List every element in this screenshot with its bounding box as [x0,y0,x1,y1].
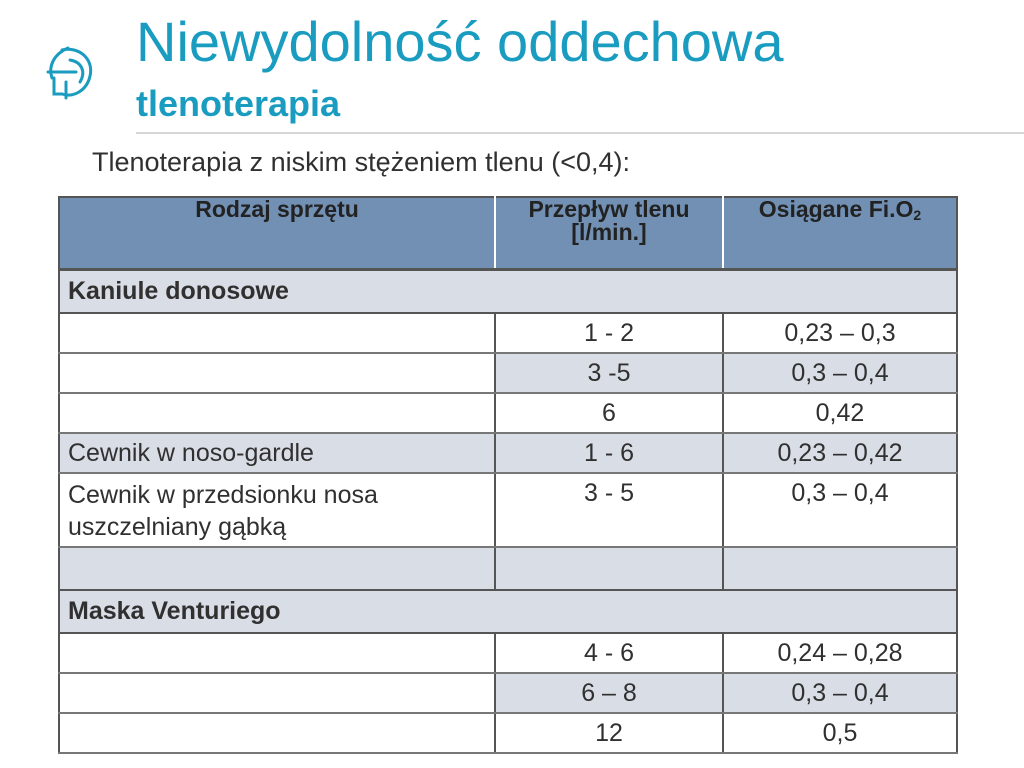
fio2-cell: 0,5 [822,718,858,747]
flow-cell: 1 - 2 [583,318,635,347]
flow-cell: 6 – 8 [581,678,637,707]
fio2-cell: 0,3 – 0,4 [791,358,889,387]
fio2-cell: 0,3 – 0,4 [791,478,889,507]
fio2-cell: 0,3 – 0,4 [791,678,889,707]
device-cell [60,634,494,641]
device-cell [60,674,494,681]
table-row [59,633,957,673]
ornament-icon [40,42,96,102]
flow-cell: 3 -5 [587,358,631,387]
fio2-subscript: 2 [913,207,922,223]
column-header-fio2 [723,197,957,269]
section-row [59,590,957,633]
device-cell: Cewnik w noso-gardle [68,438,314,467]
page-title: Niewydolność oddechowa [136,10,784,73]
device-cell [60,314,494,321]
table-header-row [59,197,957,269]
column-header-device: Rodzaj sprzętu [59,197,495,269]
flow-cell: 6 [602,398,616,427]
oxygen-therapy-table [58,196,958,754]
flow-cell: 12 [595,718,623,747]
device-cell: Cewnik w przedsionku nosa uszczelniany gąbką [68,480,378,541]
table-row [59,313,957,353]
intro-text: Tlenoterapia z niskim stężeniem tlenu (<0,4): [92,147,630,177]
section-title: Maska Venturiego [68,596,281,625]
page-subtitle: tlenoterapia [136,83,341,124]
fio2-label: Osiągane Fi.O [758,196,914,222]
spacer-row [59,547,957,590]
device-cell [60,714,494,721]
fio2-cell: 0,23 – 0,3 [784,318,896,347]
flow-cell: 4 - 6 [583,638,635,667]
table-row [59,433,957,473]
flow-cell: 3 - 5 [583,478,635,507]
section-title: Kaniule donosowe [68,276,289,305]
fio2-cell: 0,23 – 0,42 [777,438,903,467]
table-row [59,393,957,433]
device-cell [60,354,494,361]
table-row [59,673,957,713]
column-header-flow: Przepływ tlenu [l/min.] [495,197,723,269]
flow-cell: 1 - 6 [583,438,635,467]
table-row [59,473,957,547]
section-row [59,269,957,313]
device-cell [60,394,494,401]
table-row [59,713,957,753]
fio2-cell: 0,42 [815,398,865,427]
table-row [59,353,957,393]
title-divider [136,132,1024,134]
fio2-cell: 0,24 – 0,28 [777,638,903,667]
